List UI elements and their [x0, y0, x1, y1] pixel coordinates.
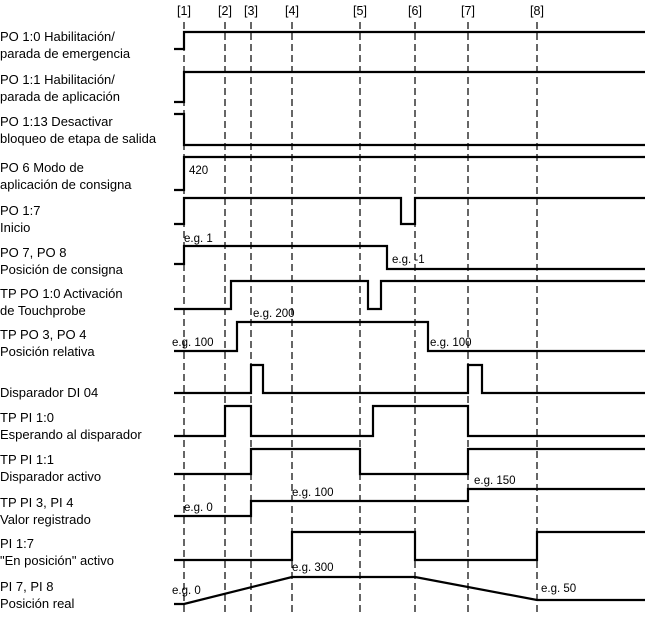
label-tp-po-3-4: TP PO 3, PO 4 Posición relativa [0, 327, 95, 359]
annotation-tp-po-3-4-1: e.g. 100 [172, 337, 214, 349]
wave-po-1-13 [174, 114, 645, 145]
marker-3: [3] [244, 4, 258, 18]
wave-tp-pi-1-1 [174, 449, 645, 474]
annotation-pi-7-8-2: e.g. 300 [292, 562, 334, 574]
marker-4: [4] [285, 4, 299, 18]
label-tp-pi-3-4: TP PI 3, PI 4 Valor registrado [0, 495, 91, 527]
annotation-po-7-8-2: e.g. -1 [392, 254, 425, 266]
label-tp-pi-1-1: TP PI 1:1 Disparador activo [0, 452, 102, 484]
wave-po-6 [174, 157, 645, 190]
marker-8: [8] [530, 4, 544, 18]
label-po-1-13: PO 1:13 Desactivar bloqueo de etapa de salida [0, 114, 157, 146]
label-pi-7-8: PI 7, PI 8 Posición real [0, 579, 75, 611]
label-tp-pi-1-0: TP PI 1:0 Esperando al disparador [0, 410, 142, 442]
marker-6: [6] [408, 4, 422, 18]
wave-pi-1-7 [174, 532, 645, 560]
label-po-7-8: PO 7, PO 8 Posición de consigna [0, 245, 123, 277]
label-po-1-1: PO 1:1 Habilitación/ parada de aplicación [0, 72, 120, 104]
annotation-po-7-8-1: e.g. 1 [184, 233, 213, 245]
marker-headers [177, 4, 544, 18]
annotation-tp-pi-3-4-2: e.g. 100 [292, 487, 334, 499]
annotation-po-6-420: 420 [189, 165, 209, 177]
annotation-tp-po-3-4-3: e.g. 100 [430, 337, 472, 349]
marker-7: [7] [461, 4, 475, 18]
wave-di-04 [174, 365, 645, 393]
label-po-6: PO 6 Modo de aplicación de consigna [0, 160, 132, 192]
label-pi-1-7: PI 1:7 "En posición" activo [0, 536, 115, 568]
marker-1: [1] [177, 4, 191, 18]
annotation-tp-pi-3-4-3: e.g. 150 [474, 475, 516, 487]
marker-5: [5] [353, 4, 367, 18]
waveforms [174, 32, 645, 604]
marker-2: [2] [218, 4, 232, 18]
wave-po-1-0 [174, 32, 645, 49]
time-lines [184, 22, 537, 612]
label-di-04: Disparador DI 04 [0, 385, 99, 400]
annotation-tp-pi-3-4-1: e.g. 0 [184, 502, 213, 514]
label-po-1-0: PO 1:0 Habilitación/ parada de emergencia [0, 29, 131, 61]
wave-po-1-7 [174, 198, 645, 224]
wave-tp-po-1-0 [174, 281, 645, 309]
annotation-pi-7-8-3: e.g. 50 [541, 583, 577, 595]
annotation-tp-po-3-4-2: e.g. 200 [253, 308, 295, 320]
wave-tp-po-3-4 [174, 322, 645, 351]
label-po-1-7: PO 1:7 Inicio [0, 203, 41, 235]
signal-labels [0, 29, 157, 611]
annotation-pi-7-8-1: e.g. 0 [172, 585, 201, 597]
wave-po-1-1 [174, 72, 645, 102]
wave-tp-pi-3-4 [174, 489, 645, 516]
label-tp-po-1-0: TP PO 1:0 Activación de Touchprobe [0, 286, 123, 318]
wave-tp-pi-1-0 [174, 406, 645, 436]
